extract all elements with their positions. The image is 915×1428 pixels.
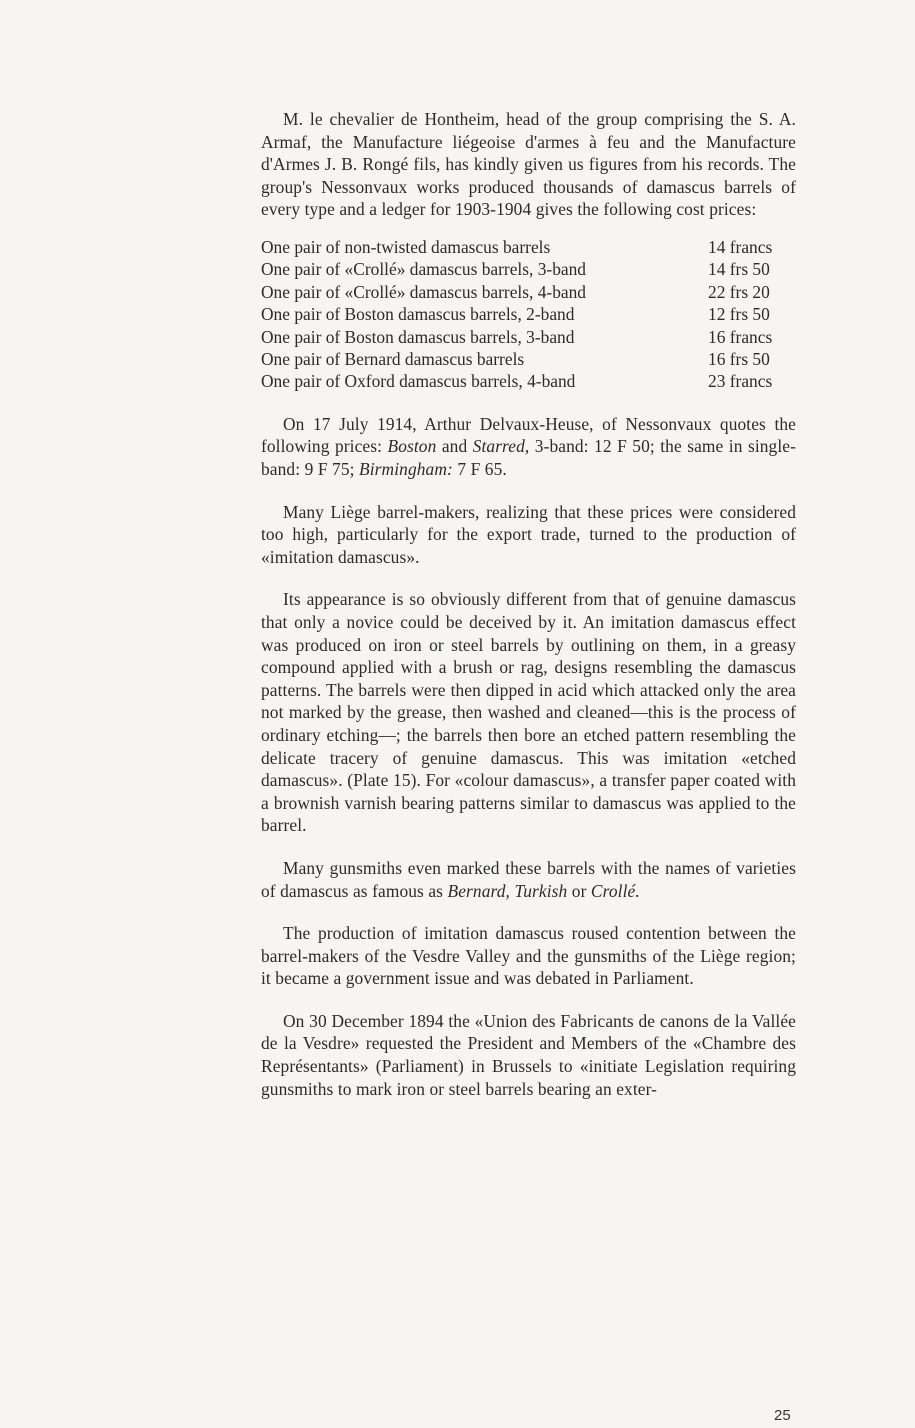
paragraph-gunsmiths (261, 857, 796, 902)
italic-term-birmingham: Birmingham: (359, 459, 453, 479)
text-run: 7 F 65. (452, 459, 507, 479)
price-item: One pair of Oxford damascus barrels, 4-band (261, 371, 576, 392)
paragraph-hontheim: M. le chevalier de Hontheim, head of the group comprising the S. A. Armaf, the Manufacture liégeoise d'armes à feu and the Manufacture d'Armes J. B. Rongé fils, has kindly given us figures from his records. The group's Nessonvaux works produced thousands of damascus barrels of every type and a ledger for 1903-1904 gives the following cost prices: (261, 109, 796, 220)
italic-term-turkish: Turkish (514, 880, 568, 901)
price-value: 23 francs (708, 371, 773, 392)
italic-term-boston: Boston (387, 436, 437, 457)
table-row (261, 258, 796, 280)
paragraph-imitation: Many Liège barrel-makers, realizing that these prices were considered too high, particularly for the export trade, turned to the production of «imitation damascus». (261, 501, 796, 567)
text-run: On 17 July 1914, Arthur Delvaux-Heuse, of Nessonvaux quotes the following prices: (261, 413, 796, 457)
price-item: One pair of non-twisted damascus barrels (261, 236, 551, 257)
paragraph-contention: The production of imitation damascus roused contention between the barrel-makers of the Vesdre Valley and the gunsmiths of the Liège region; it became a government issue and was debated in Parliament. (261, 923, 796, 989)
italic-term-starred: Starred (472, 436, 525, 457)
table-row (261, 281, 796, 303)
table-row (261, 370, 796, 392)
price-value: 14 francs (708, 236, 773, 257)
page-number: 25 (774, 1407, 791, 1424)
price-item: One pair of «Crollé» damascus barrels, 4-band (261, 281, 587, 302)
text-run: , 3-band: 12 F 50; the same in single-band: 9 F 75; (261, 436, 796, 479)
table-row (261, 236, 796, 258)
price-value: 16 frs 50 (708, 349, 770, 369)
price-item: One pair of Bernard damascus barrels (261, 349, 525, 369)
italic-term-crolle: Crollé. (590, 880, 640, 901)
price-value: 14 frs 50 (708, 259, 770, 280)
price-item: One pair of Boston damascus barrels, 3-band (261, 326, 575, 347)
price-item: One pair of Boston damascus barrels, 2-band (261, 304, 575, 325)
price-list-table (261, 236, 796, 393)
table-row (261, 326, 796, 348)
page-body (261, 108, 796, 1100)
text-run: Many gunsmiths even marked these barrels with the names of varieties of damascus as famous as (261, 857, 796, 901)
italic-term-bernard: Bernard, (447, 880, 510, 901)
price-value: 22 frs 20 (708, 281, 770, 302)
paragraph-delvaux (261, 413, 796, 481)
price-item: One pair of «Crollé» damascus barrels, 3-band (261, 259, 587, 280)
table-row (261, 348, 796, 370)
price-value: 16 francs (708, 326, 773, 347)
paragraph-union: On 30 December 1894 the «Union des Fabricants de canons de la Vallée de la Vesdre» requested the President and Members of the «Chambre des Représentants» (Parliament) in Brussels to «initiate Legislation requiring gunsmiths to mark iron or steel barrels bearing an exter- (261, 1010, 796, 1099)
text-run: and (436, 436, 473, 457)
price-value: 12 frs 50 (708, 304, 770, 325)
paragraph-appearance: Its appearance is so obviously different from that of genuine damascus that only a novice could be deceived by it. An imitation damascus effect was produced on iron or steel barrels by outlining on them, in a greasy compound applied with a brush or rag, designs resembling the damascus patterns. The barrels were then dipped in acid which attacked only the area not marked by the grease, then washed and cleaned—this is the process of ordinary etching—; the barrels then bore an etched pattern resembling the delicate tracery of genuine damascus. This was imitation «etched damascus». (Plate 15). For «colour damascus», a transfer paper coated with a brownish varnish bearing patterns similar to damascus was applied to the barrel. (261, 589, 796, 836)
text-run: or (567, 880, 591, 901)
table-row (261, 303, 796, 325)
